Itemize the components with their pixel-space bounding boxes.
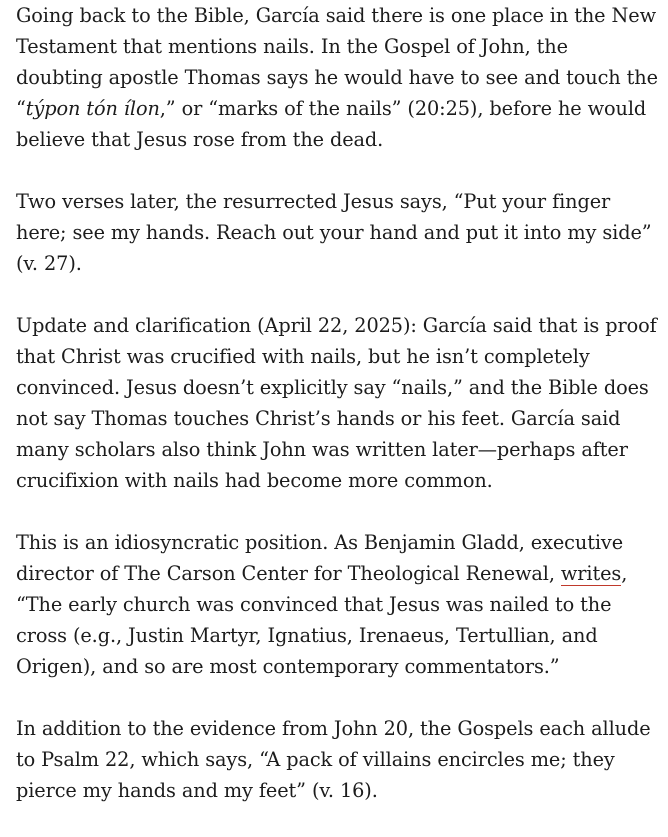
writes-link[interactable]: writes: [560, 562, 622, 585]
paragraph-text: Going back to the Bible, García said there is one place in the New Testament that mentions nails. In the Gospel of John, the doubting apostle Thomas says he would have to see and touch the “: [16, 4, 658, 120]
paragraph-thomas-nails: [16, 0, 660, 155]
greek-phrase: týpon tón ílon: [25, 97, 160, 120]
paragraph-update-clarification: [16, 310, 660, 496]
paragraph-text: This is an idiosyncratic position. As Benjamin Gladd, executive director of The Carson Center for Theological Renewal,: [16, 531, 624, 585]
paragraph-text: ,” or “marks of the nails” (20:25), before he would believe that Jesus rose from the dead.: [16, 97, 647, 151]
paragraph-text: In addition to the evidence from John 20, the Gospels each allude to Psalm 22, which says, “A pack of villains encircles me; they pierce my hands and my feet” (v. 16).: [16, 717, 651, 802]
paragraph-text: , “The early church was convinced that Jesus was nailed to the cross (e.g., Justin Martyr, Ignatius, Irenaeus, Tertullian, and Origen), and so are most contemporary commentators.”: [16, 562, 628, 678]
paragraph-gladd-quote: [16, 527, 660, 682]
paragraph-text: Two verses later, the resurrected Jesus says, “Put your finger here; see my hands. Reach out your hand and put it into my side” (v. 27).: [16, 190, 652, 275]
paragraph-psalm-22: [16, 713, 660, 806]
article-body: [16, 0, 660, 837]
paragraph-text: Update and clarification (April 22, 2025): García said that is proof that Christ was crucified with nails, but he isn’t completely convinced. Jesus doesn’t explicitly say “nails,” and the Bible does not say Thomas touches Christ’s hands or his feet. García said many scholars also think John was written later—perhaps after crucifixion with nails had become more common.: [16, 314, 657, 492]
paragraph-resurrected-jesus: [16, 186, 660, 279]
